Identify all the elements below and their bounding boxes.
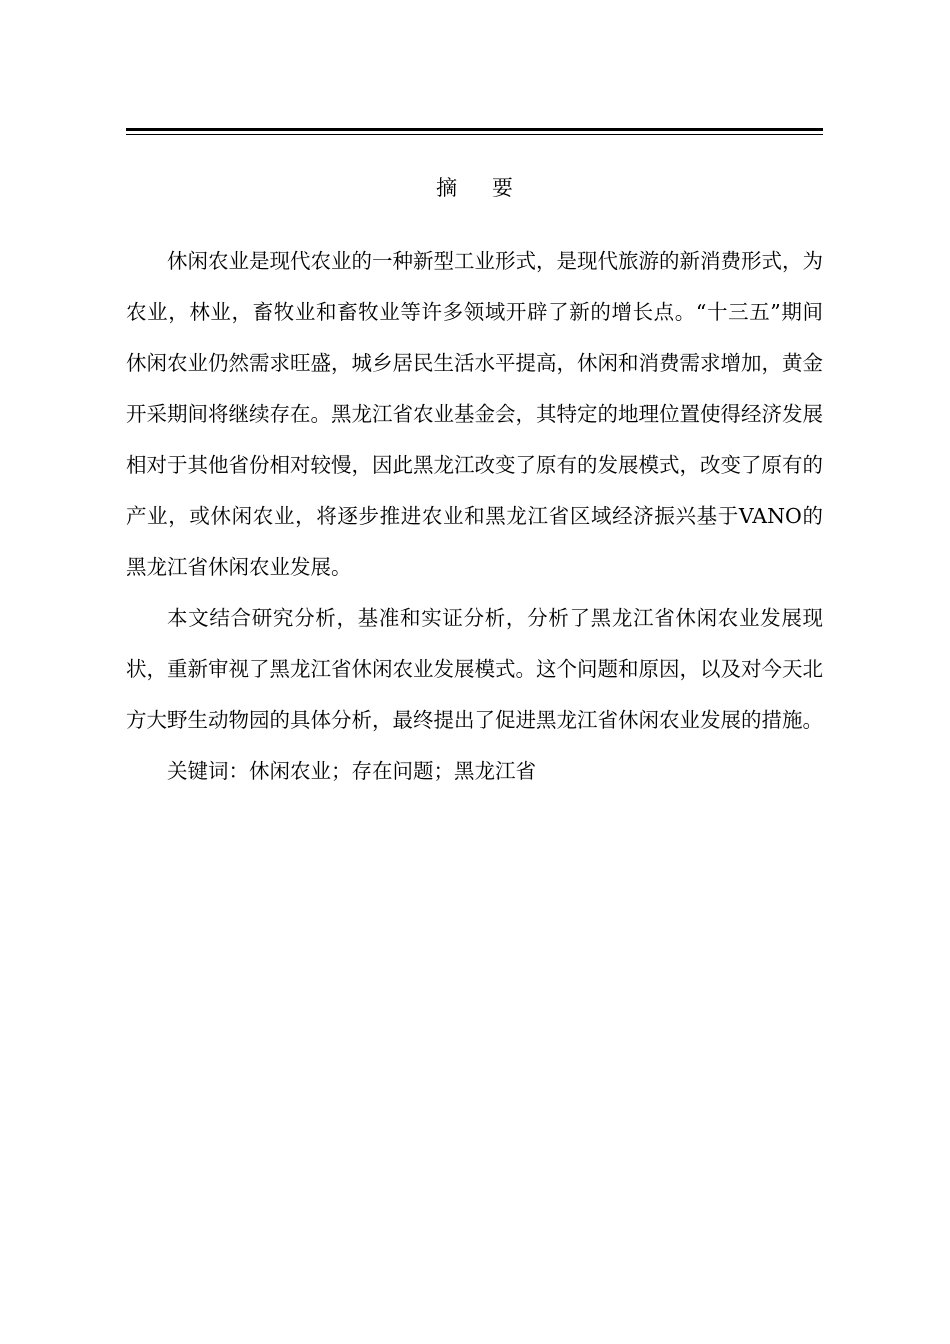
abstract-title: 摘 要 <box>436 176 527 200</box>
abstract-paragraph-1: 休闲农业是现代农业的一种新型工业形式，是现代旅游的新消费形式，为农业，林业，畜牧业和畜牧业等许多领域开辟了新的增长点。“十三五”期间休闲农业仍然需求旺盛，城乡居民生活水平提高，休闲和消费需求增加，黄金开采期间将继续存在。黑龙江省农业基金会，其特定的地理位置使得经济发展相对于其他省份相对较慢，因此黑龙江改变了原有的发展模式，改变了原有的产业，或休闲农业，将逐步推进农业和黑龙江省区域经济振兴基于VANO的黑龙江省休闲农业发展。 <box>126 249 823 579</box>
keywords-line: 关键词：休闲农业；存在问题；黑龙江省 <box>167 759 536 783</box>
header-rule <box>126 128 823 135</box>
abstract-paragraph-2: 本文结合研究分析，基准和实证分析，分析了黑龙江省休闲农业发展现状，重新审视了黑龙江省休闲农业发展模式。这个问题和原因，以及对今天北方大野生动物园的具体分析，最终提出了促进黑龙江省休闲农业发展的措施。 <box>126 606 823 732</box>
abstract-body <box>126 236 823 797</box>
